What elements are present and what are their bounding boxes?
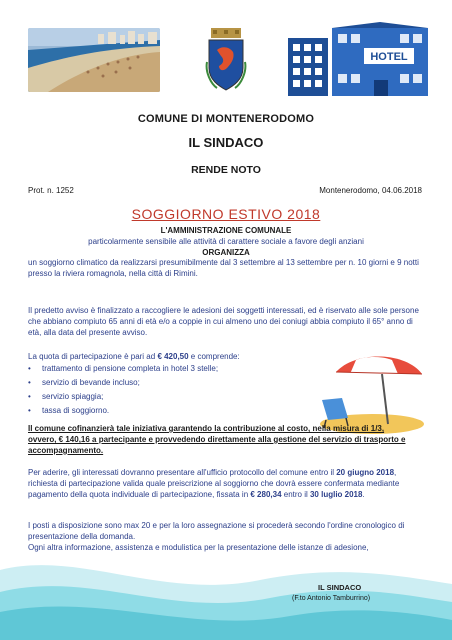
beach-photo [28, 28, 160, 92]
hotel-sign-text: HOTEL [370, 51, 408, 63]
bullet-text: servizio di bevande incluso; [42, 378, 140, 387]
bullet-icon: • [28, 392, 31, 401]
price-post-text: e comprende: [188, 352, 240, 361]
announcement-heading: RENDE NOTO [191, 164, 261, 176]
bullet-text: tassa di soggiorno. [42, 406, 110, 415]
bullet-icon: • [28, 364, 31, 373]
place-date: Montenerodomo, 04.06.2018 [319, 186, 422, 195]
hotel-illustration [288, 22, 428, 96]
places-text: I posti a disposizione sono max 20 e per la loro assegnazione si procederà secondo l'ordine cronologico di presentazione della domanda. [28, 521, 405, 541]
signature-role: IL SINDACO [318, 583, 362, 592]
paragraph-cofinancing: Il comune cofinanzierà tale iniziativa garantendo la contribuzione al costo, nella misura di 1/3, ovvero, € 140,16 a partecipante e provvedendo direttamente alla gestione del servizio di trasporto e accompagnamento. [28, 424, 406, 455]
list-item [28, 406, 268, 417]
protocol-number: Prot. n. 1252 [28, 186, 74, 195]
reg-text-d: . [362, 489, 365, 499]
reg-payment-date: 30 luglio 2018 [309, 489, 363, 499]
organizza-line: ORGANIZZA [202, 248, 250, 257]
reg-deadline-date: 20 giugno 2018 [336, 468, 395, 477]
reg-text-c: entro il [281, 489, 310, 499]
info-text: Ogni altra informazione, assistenza e modulistica per la presentazione delle istanze di adesione, [28, 542, 369, 552]
wave-decoration [0, 540, 452, 640]
mayor-heading: IL SINDACO [188, 135, 264, 150]
beach-umbrella-illustration [302, 352, 424, 434]
signature-name: (F.to Antonio Tamburrino) [292, 595, 371, 602]
paragraph-dates: un soggiorno climatico da realizzarsi presumibilmente dal 3 settembre al 13 settembre per n. 10 giorni e 9 notti presso la riviera romagnola, nella città di Rimini. [28, 258, 419, 278]
municipality-name: COMUNE DI MONTENERODOMO [137, 113, 315, 125]
paragraph-registration [28, 468, 426, 500]
bullet-icon: • [28, 406, 31, 415]
bullet-text: servizio spiaggia; [42, 392, 104, 401]
sensibile-line: particolarmente sensibile alle attività di carattere sociale a favore degli anziani [88, 237, 364, 246]
list-item [28, 378, 268, 389]
price-pre-text: La quota di partecipazione è pari ad [28, 352, 158, 361]
price-amount: € 420,50 [157, 352, 189, 361]
document-title: SOGGIORNO ESTIVO 2018 [131, 206, 321, 222]
amministrazione-line: L'AMMINISTRAZIONE COMUNALE [160, 226, 292, 235]
bullet-text: trattamento di pensione completa in hotel 3 stelle; [42, 364, 219, 373]
reg-text-b: , richiesta di partecipazione valida quale preiscrizione al soggiorno che dovrà essere confermata mediante pagamento della quota individuale di partecipazione, fissata in [28, 468, 400, 499]
reg-amount: € 280,34 [250, 489, 282, 499]
coat-of-arms-icon [205, 28, 247, 92]
bullet-icon: • [28, 378, 31, 387]
list-item [28, 364, 268, 375]
paragraph-price [28, 352, 288, 363]
reg-text-a: Per aderire, gli interessati dovranno presentare all'ufficio protocollo del comune entro il [28, 468, 337, 477]
paragraph-eligibility: Il predetto avviso è finalizzato a raccogliere le adesioni dei soggetti interessati, ed è riservato alle sole persone che abbiano compiuto 65 anni di età e/o a coppie in cui almeno uno dei coniugi abbia compiuto il 65° anno di età, alla data del presente avviso. [28, 306, 419, 337]
list-item [28, 392, 268, 403]
